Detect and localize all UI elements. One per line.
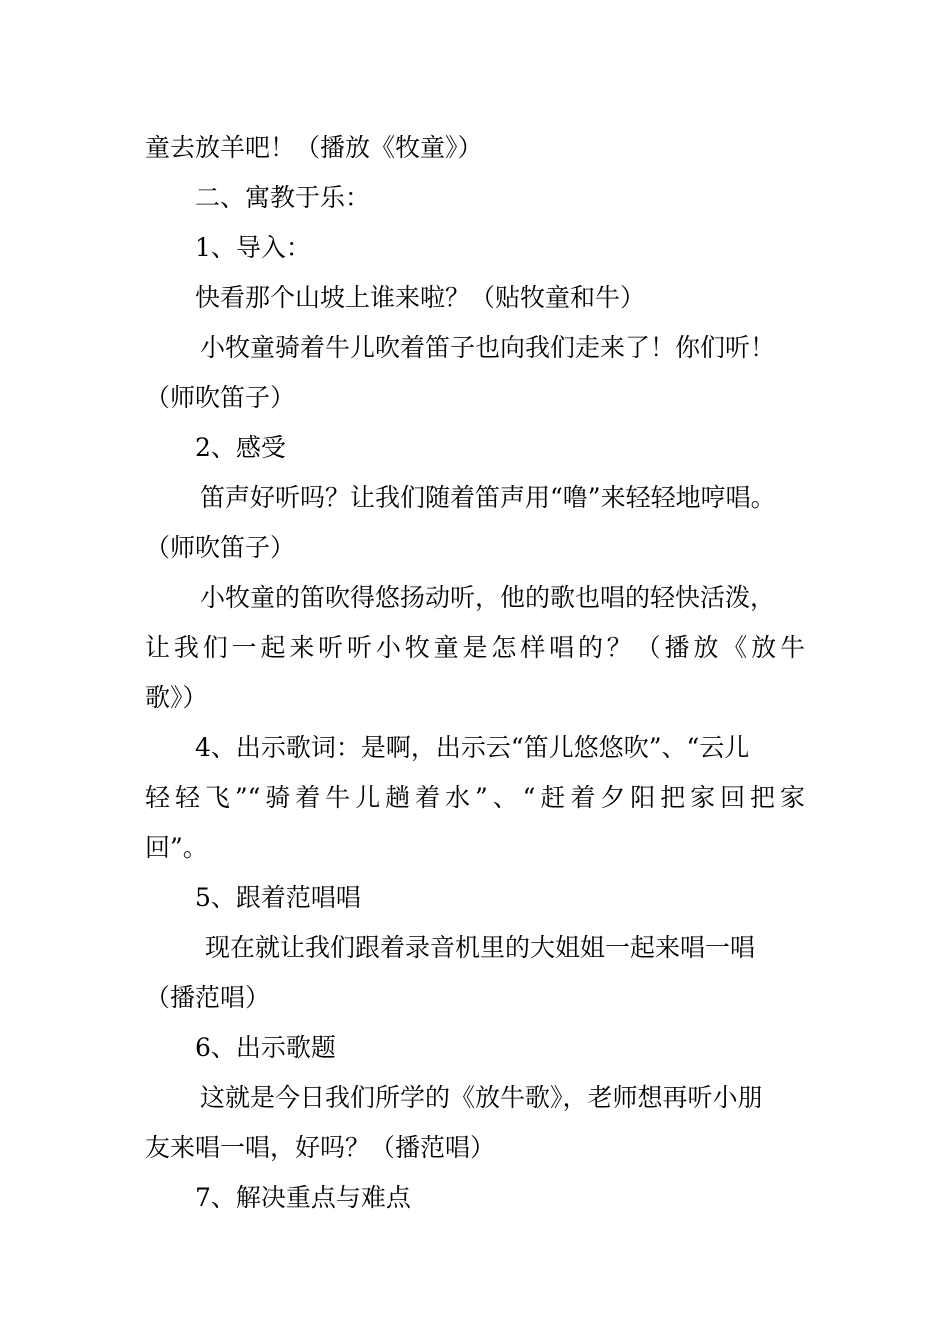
text-line-14: 轻轻飞”“骑着牛儿趟着水”、“赶着夕阳把家回把家: [145, 783, 805, 812]
text-line-5: 小牧童骑着牛儿吹着笛子也向我们走来了！你们听！: [200, 333, 776, 362]
step-heading-1: 1、导入：: [195, 233, 311, 262]
text-line-21: 友来唱一唱，好吗？（播范唱）: [145, 1133, 496, 1162]
step-heading-6: 6、出示歌题: [195, 1033, 336, 1062]
text-line-9: （师吹笛子）: [145, 533, 296, 562]
text-line-4: 快看那个山坡上谁来啦？（贴牧童和牛）: [195, 283, 646, 312]
text-line-11: 让我们一起来听听小牧童是怎样唱的？（播放《放牛: [145, 633, 805, 662]
text-line-10: 小牧童的笛吹得悠扬动听，他的歌也唱的轻快活泼，: [200, 583, 776, 612]
step-heading-2: 2、感受: [195, 433, 286, 462]
text-line-12: 歌》）: [145, 683, 208, 712]
section-heading: 二、寓教于乐：: [195, 183, 371, 212]
text-line-1: 童去放羊吧！（播放《牧童》）: [145, 133, 483, 162]
step-heading-7: 7、解决重点与难点: [195, 1183, 411, 1212]
text-line-8: 笛声好听吗？让我们随着笛声用“噜”来轻轻地哼唱。: [200, 483, 776, 512]
step-heading-4: 4、出示歌词：是啊，出示云“笛儿悠悠吹”、“云儿: [195, 733, 750, 762]
text-line-15: 回”。: [145, 833, 208, 862]
text-line-6: （师吹笛子）: [145, 383, 296, 412]
text-line-20: 这就是今日我们所学的《放牛歌》，老师想再听小朋: [200, 1083, 763, 1112]
step-heading-5: 5、跟着范唱唱: [195, 883, 361, 912]
text-line-17: 现在就让我们跟着录音机里的大姐姐一起来唱一唱: [205, 933, 756, 962]
text-line-18: （播范唱）: [145, 983, 271, 1012]
